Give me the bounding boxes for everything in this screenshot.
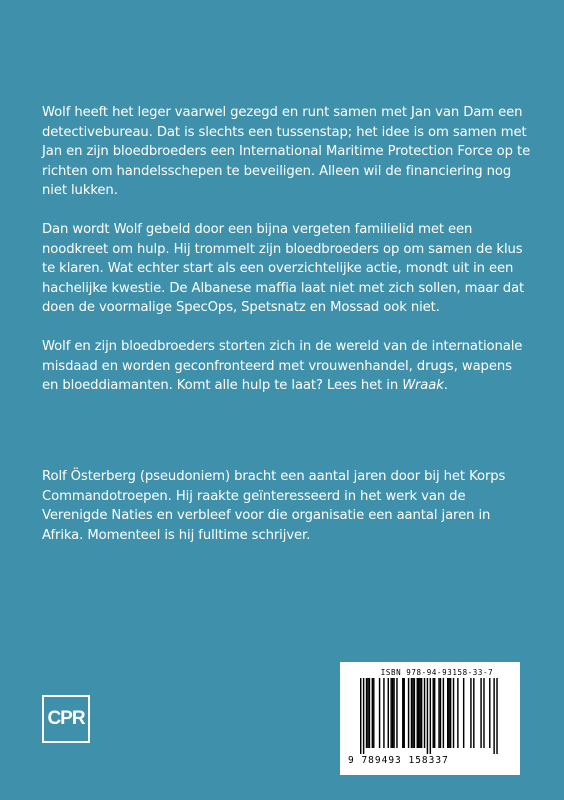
barcode-bar (396, 678, 397, 748)
author-bio-text: Rolf Österberg (pseudoniem) bracht een aantal jaren door bij het Korps Commandotroepen. Hij raakte geïnteresseerd in het werk van de Verenigde Naties en verbleef voor die organisatie een aantal jaren in Afrika. Momenteel is hij fulltime schrijver. (42, 469, 506, 543)
blurb-paragraph-3-end: . (443, 378, 448, 393)
barcode-bar (470, 678, 471, 748)
barcode-bar (373, 678, 374, 748)
barcode-bar (443, 678, 444, 748)
barcode-bar (414, 678, 415, 748)
barcode-bar (418, 678, 419, 748)
back-cover-blurb (42, 103, 532, 415)
barcode-bar (372, 678, 373, 748)
isbn-barcode (340, 662, 520, 775)
barcode-bar (412, 678, 413, 748)
blurb-paragraph-1: Wolf heeft het leger vaarwel gezegd en runt samen met Jan van Dam een detectivebureau. Dat is slechts een tussenstap; het idee is om samen met Jan en zijn bloedbroeders een International Maritime Protection Force op te richten om handelsschepen te beveiligen. Alleen wil de financiering nog niet lukken. (42, 105, 531, 198)
barcode-bar (427, 678, 428, 754)
barcode-bar (433, 678, 434, 748)
barcode-bar (448, 678, 449, 748)
barcode-bar (480, 678, 481, 748)
barcode-bar (447, 678, 448, 748)
barcode-bar (366, 678, 367, 748)
barcode-bar (388, 678, 389, 748)
barcode-bar (457, 678, 458, 748)
isbn-digits: 9 789493 158337 (348, 755, 449, 766)
blurb-paragraph-2: Dan wordt Wolf gebeld door een bijna vergeten familielid met een noodkreet om hulp. Hij trommelt zijn bloedbroeders op om samen de klus te klaren. Wat echter start als een overzichtelijke actie, mondt uit in een hachelijke kwestie. De Albanese maffia laat niet met zich sollen, maar dat doen de voormalige SpecOps, Spetsnatz en Mossad ook niet. (42, 222, 525, 315)
barcode-bar (483, 678, 484, 748)
blurb-paragraph-3-text: Wolf en zijn bloedbroeders storten zich in de wereld van de internationale misdaad en worden geconfronteerd met vrouwenhandel, drugs, wapens en bloeddiamanten. Komt alle hulp te laat? Lees het in (42, 339, 523, 393)
barcode-bar (390, 678, 391, 748)
barcode-bar (489, 678, 490, 748)
barcode-bar (379, 678, 380, 748)
publisher-logo-text: CPR (47, 708, 85, 729)
barcode-bar (421, 678, 422, 748)
publisher-logo (42, 695, 90, 743)
barcode-bar (367, 678, 368, 748)
barcode-bar (473, 678, 474, 748)
barcode-bar (496, 678, 497, 754)
barcode-bar (440, 678, 441, 748)
barcode-bar (424, 678, 425, 748)
barcode-bar (430, 678, 431, 754)
author-bio (42, 467, 532, 545)
barcode-bar (417, 678, 418, 748)
barcode-bar (438, 678, 439, 748)
barcode-bar (360, 678, 361, 754)
barcode-bar (363, 678, 364, 754)
barcode-bar (411, 678, 412, 748)
barcode-bar (493, 678, 494, 754)
barcode-bar (369, 678, 370, 748)
barcode-bar (408, 678, 409, 748)
barcode-bar (434, 678, 435, 748)
barcode-bar (402, 678, 403, 748)
barcode-bar (419, 678, 420, 748)
isbn-label: ISBN 978-94-93158-33-7 (380, 668, 494, 677)
blurb-paragraph-3 (42, 337, 532, 396)
barcode-bar (383, 678, 384, 748)
barcode-bar (393, 678, 394, 748)
barcode-bar (392, 678, 393, 748)
book-title: Wraak (402, 378, 444, 393)
barcode-bar (404, 678, 405, 748)
barcode-bar (453, 678, 454, 748)
barcode-bar (450, 678, 451, 748)
barcode-bar (463, 678, 464, 748)
barcode-bars (360, 678, 510, 754)
